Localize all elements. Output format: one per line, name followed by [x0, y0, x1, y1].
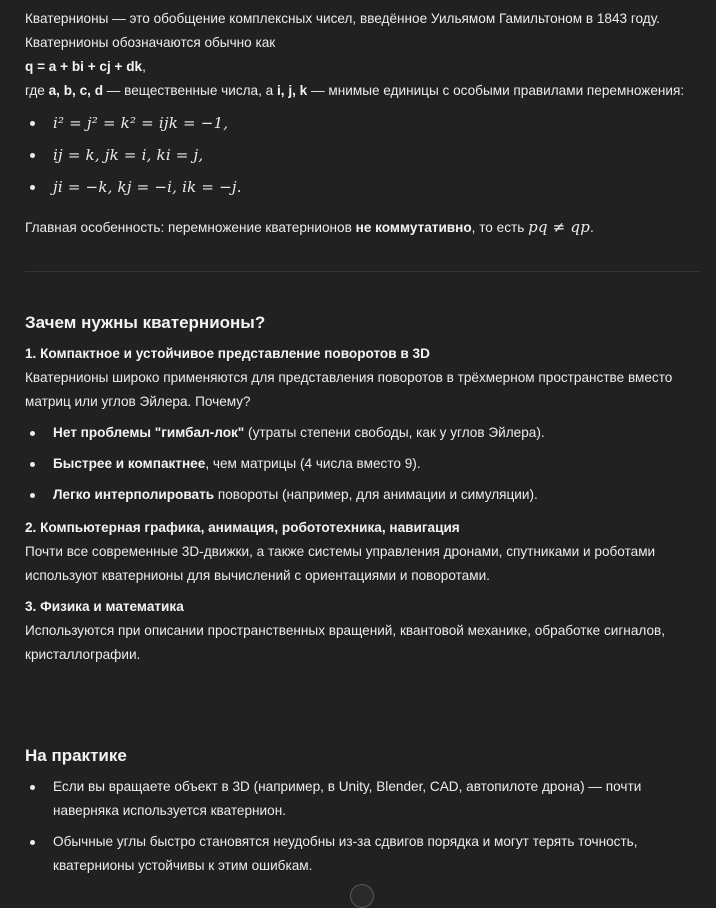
multiplication-rules-list: [25, 107, 700, 203]
why-s3-heading: 3. Физика и математика: [25, 599, 184, 614]
rule-item: [25, 171, 700, 203]
list-item: [25, 483, 700, 507]
why-s1-heading: 1. Компактное и устойчивое представление поворотов в 3D: [25, 346, 430, 361]
feature-suffix: .: [590, 220, 594, 235]
bullet-bold: Легко интерполировать: [53, 487, 215, 502]
bullet-bold: Нет проблемы "гимбал-лок": [53, 425, 245, 440]
rule-item: [25, 107, 700, 139]
list-item: [25, 421, 700, 445]
message-content: [25, 7, 700, 878]
rule-formula: ij = k, jk = i, ki = j,: [53, 146, 204, 164]
why-s3-text: Используются при описании пространственных вращений, квантовой механике, обработке сигналов, кристаллографии.: [25, 623, 666, 662]
scroll-down-button[interactable]: [350, 884, 374, 908]
why-s1-text: Кватернионы широко применяются для представления поворотов в трёхмерном пространстве вместо матриц или углов Эйлера. Почему?: [25, 370, 673, 409]
feature-math: pq ≠ qp: [528, 218, 590, 236]
bullet-text: , чем матрицы (4 числа вместо 9).: [205, 456, 421, 471]
practice-heading: На практике: [25, 746, 127, 765]
bullet-text: повороты (например, для анимации и симуляции).: [214, 487, 538, 502]
feature-middle: , то есть: [471, 220, 529, 235]
list-item: Если вы вращаете объект в 3D (например, в Unity, Blender, CAD, автопилоте дрона) — почти наверняка используется кватернион.: [25, 775, 700, 823]
intro-formula-line: [25, 55, 700, 79]
intro-line-2: Кватернионы обозначаются обычно как: [25, 35, 276, 50]
why-heading: Зачем нужны кватернионы?: [25, 313, 266, 332]
def-vars-imag: i, j, k: [277, 83, 308, 98]
rule-item: [25, 139, 700, 171]
list-item: [25, 452, 700, 476]
bullet-bold: Быстрее и компактнее: [53, 456, 206, 471]
def-suffix: — мнимые единицы с особыми правилами перемножения:: [307, 83, 685, 98]
main-feature: [25, 215, 700, 240]
feature-prefix: Главная особенность: перемножение кватернионов: [25, 220, 356, 235]
def-vars-real: a, b, c, d: [48, 83, 104, 98]
rule-formula: ji = −k, kj = −i, ik = −j.: [53, 178, 242, 196]
def-prefix: где: [25, 83, 49, 98]
practice-bullet-list: [25, 775, 700, 878]
why-bullet-list: [25, 421, 700, 507]
def-middle: — вещественные числа, а: [103, 83, 278, 98]
section-divider: [25, 271, 700, 272]
feature-bold: не коммутативно: [355, 220, 472, 235]
list-item: Обычные углы быстро становятся неудобны из-за сдвигов порядка и могут терять точность, кватернионы устойчивы к этим ошибкам.: [25, 830, 700, 878]
quaternion-formula: q = a + bi + cj + dk: [25, 59, 143, 74]
rule-formula: i² = j² = k² = ijk = −1,: [53, 114, 229, 132]
bullet-text: (утраты степени свободы, как у углов Эйлера).: [244, 425, 545, 440]
why-s2-text: Почти все современные 3D-движки, а также системы управления дронами, спутниками и роботами используют кватернионы для вычислений с ориентациями и поворотами.: [25, 544, 656, 583]
why-s2-heading: 2. Компьютерная графика, анимация, робототехника, навигация: [25, 520, 460, 535]
formula-tail: ,: [142, 59, 146, 74]
intro-line-1: Кватернионы — это обобщение комплексных чисел, введённое Уильямом Гамильтоном в 1843 году.: [25, 11, 660, 26]
intro-definition: [25, 79, 700, 103]
